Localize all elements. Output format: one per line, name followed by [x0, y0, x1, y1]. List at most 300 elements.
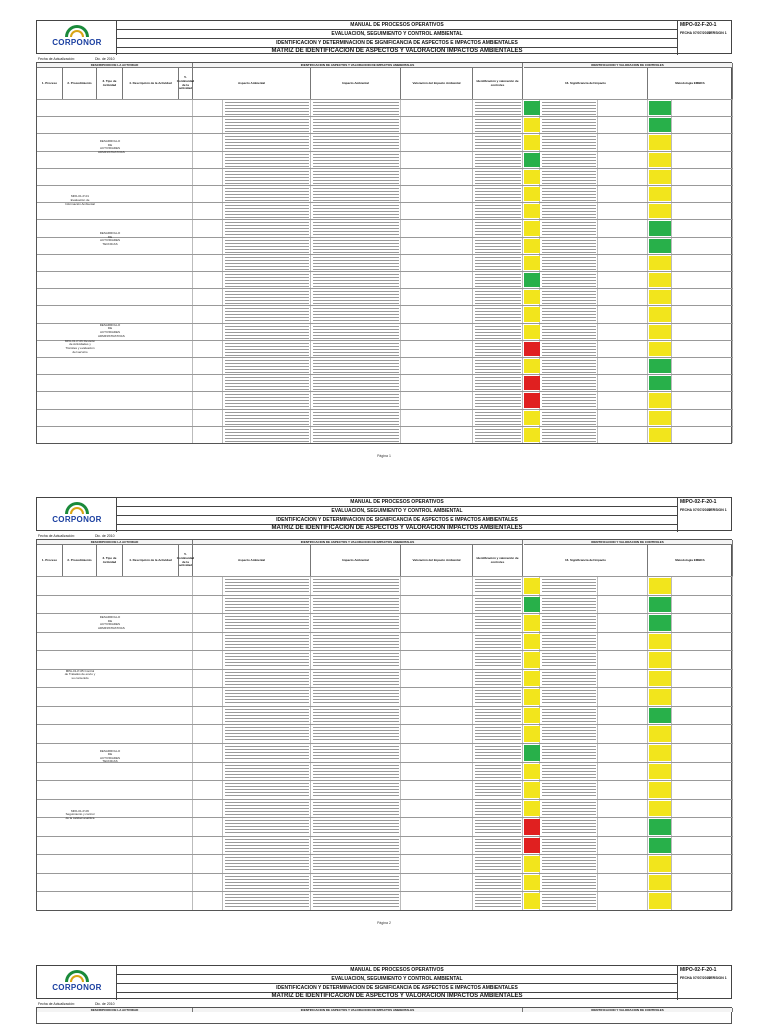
- table-cell: [179, 837, 193, 855]
- table-cell: [401, 186, 473, 202]
- table-cell: [401, 800, 473, 818]
- table-cell: [672, 855, 733, 873]
- table-cell: [672, 633, 733, 651]
- document-version: VERSION 1: [708, 976, 727, 980]
- table-cell: [672, 392, 733, 408]
- column-header: Valoración del Impacto Ambiental: [401, 67, 473, 99]
- significance-badge: [524, 135, 540, 149]
- cell-text: [542, 393, 596, 407]
- cell-text: [313, 856, 399, 872]
- acceptability-badge: [649, 764, 671, 780]
- cell-text: [475, 838, 521, 854]
- table-cell: [598, 324, 648, 340]
- cell-text: [542, 376, 596, 390]
- table-cell: [672, 220, 733, 236]
- acceptability-badge: [649, 597, 671, 613]
- table-cell: [598, 392, 648, 408]
- table-cell: [179, 117, 193, 133]
- table-cell: [401, 633, 473, 651]
- page-3: [36, 965, 732, 1024]
- cell-text: [542, 118, 596, 132]
- cell-text: [542, 671, 596, 687]
- cell-text: [225, 221, 309, 235]
- document-date: FECHA 07/07/2010: [680, 976, 711, 980]
- table-row: [37, 669, 733, 688]
- procedure-label: MPA-01-P-05 Control de Tratados de envío y su contenido: [64, 668, 96, 680]
- significance-badge: [524, 615, 540, 631]
- cell-text: [542, 342, 596, 356]
- table-cell: [598, 763, 648, 781]
- cell-text: [542, 634, 596, 650]
- table-cell: [598, 152, 648, 168]
- cell-text: [542, 856, 596, 872]
- cell-text: [225, 689, 309, 705]
- cell-text: [313, 893, 399, 909]
- cell-text: [475, 634, 521, 650]
- cell-text: [225, 101, 309, 115]
- acceptability-badge: [649, 239, 671, 253]
- logo-sun-icon: [70, 975, 84, 982]
- table-cell: [672, 577, 733, 595]
- table-cell: [193, 100, 223, 116]
- significance-badge: [524, 118, 540, 132]
- cell-text: [225, 782, 309, 798]
- cell-text: [313, 307, 399, 321]
- table-cell: [193, 169, 223, 185]
- table-cell: [193, 855, 223, 873]
- significance-badge: [524, 256, 540, 270]
- section-activity: DESCRIPCION DE LA ACTIVIDAD: [37, 540, 193, 544]
- table-cell: [672, 410, 733, 426]
- table-row: [37, 595, 733, 614]
- column-header: Identificación y valoración de controles: [473, 544, 523, 576]
- cell-text: [313, 187, 399, 201]
- cell-text: [542, 764, 596, 780]
- cell-text: [542, 307, 596, 321]
- table-cell: [598, 186, 648, 202]
- table-cell: [672, 134, 733, 150]
- cell-text: [475, 578, 521, 594]
- acceptability-badge: [649, 689, 671, 705]
- cell-text: [542, 101, 596, 115]
- cell-text: [225, 170, 309, 184]
- acceptability-badge: [649, 153, 671, 167]
- table-cell: [598, 614, 648, 632]
- cell-text: [225, 307, 309, 321]
- cell-text: [542, 204, 596, 218]
- table-cell: [672, 203, 733, 219]
- significance-badge: [524, 359, 540, 373]
- table-row: [37, 219, 733, 236]
- logo-sun-icon: [70, 30, 84, 37]
- cell-text: [225, 671, 309, 687]
- table-cell: [672, 324, 733, 340]
- column-header: 4. Descripción de la Actividad: [123, 67, 179, 99]
- column-header: 1. Proceso: [37, 544, 63, 576]
- column-header: 2. Procedimiento: [63, 544, 97, 576]
- update-date: Fecha de Actualización: Dic. de 2010: [38, 534, 115, 538]
- acceptability-badge: [649, 118, 671, 132]
- acceptability-badge: [649, 856, 671, 872]
- cell-text: [542, 273, 596, 287]
- table-cell: [401, 324, 473, 340]
- significance-badge: [524, 221, 540, 235]
- table-cell: [193, 744, 223, 762]
- acceptability-badge: [649, 782, 671, 798]
- acceptability-badge: [649, 875, 671, 891]
- cell-text: [475, 652, 521, 668]
- table-row: [37, 632, 733, 651]
- table-cell: [672, 744, 733, 762]
- table-cell: [193, 306, 223, 322]
- cell-text: [313, 118, 399, 132]
- table-cell: [179, 324, 193, 340]
- cell-text: [313, 819, 399, 835]
- table-cell: [672, 874, 733, 892]
- cell-text: [313, 652, 399, 668]
- table-cell: [598, 800, 648, 818]
- cell-text: [475, 239, 521, 253]
- acceptability-badge: [649, 187, 671, 201]
- cell-text: [313, 708, 399, 724]
- table-cell: [179, 596, 193, 614]
- column-header: Valoración del Impacto Ambiental: [401, 544, 473, 576]
- table-row: [37, 409, 733, 426]
- cell-text: [475, 325, 521, 339]
- table-cell: [401, 169, 473, 185]
- table-cell: [598, 837, 648, 855]
- cell-text: [225, 204, 309, 218]
- table-row: [37, 873, 733, 892]
- acceptability-badge: [649, 376, 671, 390]
- acceptability-badge: [649, 819, 671, 835]
- cell-text: [542, 615, 596, 631]
- page-1: [36, 20, 732, 460]
- cell-text: [542, 428, 596, 442]
- table-row: [37, 706, 733, 725]
- cell-text: [542, 411, 596, 425]
- column-header: 3. Tipo de Actividad: [97, 67, 123, 99]
- acceptability-badge: [649, 393, 671, 407]
- process-title: EVALUACION, SEGUIMIENTO Y CONTROL AMBIENTAL: [117, 975, 677, 984]
- document-code: MIPO-02-F-20-1: [680, 967, 717, 973]
- cell-text: [475, 615, 521, 631]
- update-date: Fecha de Actualización: Dic. de 2010: [38, 1002, 115, 1006]
- cell-text: [475, 307, 521, 321]
- document-code: MIPO-02-F-20-1: [680, 499, 717, 505]
- update-date: Fecha de Actualización: Dic. de 2010: [38, 57, 115, 61]
- acceptability-badge: [649, 578, 671, 594]
- cell-text: [475, 153, 521, 167]
- cell-text: [225, 325, 309, 339]
- page-number: Página 2: [377, 921, 391, 925]
- table-cell: [401, 306, 473, 322]
- cell-text: [542, 801, 596, 817]
- significance-badge: [524, 204, 540, 218]
- significance-badge: [524, 764, 540, 780]
- cell-text: [313, 875, 399, 891]
- table-cell: [179, 818, 193, 836]
- table-cell: [193, 410, 223, 426]
- table-cell: [193, 358, 223, 374]
- cell-text: [313, 671, 399, 687]
- table-cell: [193, 688, 223, 706]
- table-cell: [401, 203, 473, 219]
- cell-text: [225, 135, 309, 149]
- cell-text: [313, 578, 399, 594]
- table-row: [37, 168, 733, 185]
- document-version: VERSION 1: [708, 31, 727, 35]
- significance-badge: [524, 239, 540, 253]
- table-cell: [401, 134, 473, 150]
- cell-text: [475, 597, 521, 613]
- table-cell: [598, 358, 648, 374]
- acceptability-badge: [649, 893, 671, 909]
- cell-text: [313, 801, 399, 817]
- table-cell: [401, 375, 473, 391]
- table-cell: [672, 725, 733, 743]
- process-title: EVALUACION, SEGUIMIENTO Y CONTROL AMBIENTAL: [117, 507, 677, 516]
- table-row: [37, 687, 733, 706]
- table-cell: [672, 800, 733, 818]
- table-cell: [193, 874, 223, 892]
- acceptability-badge: [649, 135, 671, 149]
- acceptability-badge: [649, 101, 671, 115]
- table-cell: [672, 763, 733, 781]
- table-cell: [179, 725, 193, 743]
- logo-text: CORPONOR: [52, 515, 102, 524]
- cell-text: [225, 745, 309, 761]
- activity-type-label: DESARROLLO DE ACTIVIDADES TECNICAS: [99, 748, 121, 764]
- document-date: FECHA 07/07/2010: [680, 508, 711, 512]
- table-cell: [179, 781, 193, 799]
- cell-text: [313, 273, 399, 287]
- table-cell: [598, 596, 648, 614]
- table-cell: [401, 117, 473, 133]
- table-cell: [598, 306, 648, 322]
- procedure-title: IDENTIFICACION Y DETERMINACION DE SIGNIFICANCIA DE ASPECTOS E IMPACTOS AMBIENTALES: [117, 39, 677, 48]
- table-cell: [598, 874, 648, 892]
- cell-text: [225, 838, 309, 854]
- table-cell: [179, 410, 193, 426]
- table-cell: [598, 134, 648, 150]
- table-cell: [401, 670, 473, 688]
- cell-text: [475, 101, 521, 115]
- cell-text: [225, 764, 309, 780]
- acceptability-badge: [649, 307, 671, 321]
- column-header: 2. Procedimiento: [63, 67, 97, 99]
- activity-type-label: DESARROLLO DE ACTIVIDADES ADMINISTRATIVAS: [98, 615, 125, 630]
- document-header: [36, 497, 732, 531]
- table-row: [37, 202, 733, 219]
- cell-text: [313, 342, 399, 356]
- table-cell: [401, 289, 473, 305]
- table-row: [37, 799, 733, 818]
- table-cell: [193, 818, 223, 836]
- table-cell: [672, 892, 733, 910]
- acceptability-badge: [649, 671, 671, 687]
- significance-badge: [524, 187, 540, 201]
- table-row: [37, 254, 733, 271]
- table-cell: [179, 255, 193, 271]
- document-code: MIPO-02-F-20-1: [680, 22, 717, 28]
- table-cell: [598, 203, 648, 219]
- table-cell: [193, 892, 223, 910]
- manual-title: MANUAL DE PROCESOS OPERATIVOS: [117, 21, 677, 30]
- acceptability-badge: [649, 221, 671, 235]
- acceptability-badge: [649, 801, 671, 817]
- acceptability-badge: [649, 838, 671, 854]
- table-row: [37, 836, 733, 855]
- acceptability-badge: [649, 726, 671, 742]
- table-cell: [672, 306, 733, 322]
- acceptability-badge: [649, 708, 671, 724]
- table-cell: [598, 651, 648, 669]
- cell-text: [225, 376, 309, 390]
- table-cell: [598, 725, 648, 743]
- acceptability-badge: [649, 411, 671, 425]
- table-cell: [179, 289, 193, 305]
- table-row: [37, 613, 733, 632]
- table-cell: [672, 614, 733, 632]
- table-cell: [401, 892, 473, 910]
- table-cell: [193, 186, 223, 202]
- cell-text: [225, 273, 309, 287]
- table-row: [37, 271, 733, 288]
- cell-text: [225, 342, 309, 356]
- table-row: [37, 323, 733, 340]
- table-cell: [598, 670, 648, 688]
- acceptability-badge: [649, 170, 671, 184]
- table-cell: [193, 651, 223, 669]
- table-cell: [672, 255, 733, 271]
- significance-badge: [524, 342, 540, 356]
- table-cell: [179, 169, 193, 185]
- table-cell: [672, 117, 733, 133]
- table-cell: [598, 341, 648, 357]
- table-cell: [193, 633, 223, 651]
- table-cell: [179, 670, 193, 688]
- table-cell: [179, 707, 193, 725]
- table-cell: [598, 744, 648, 762]
- table-cell: [401, 707, 473, 725]
- cell-text: [225, 578, 309, 594]
- cell-text: [475, 856, 521, 872]
- cell-text: [225, 801, 309, 817]
- table-cell: [179, 238, 193, 254]
- table-cell: [598, 633, 648, 651]
- table-cell: [179, 392, 193, 408]
- table-cell: [193, 375, 223, 391]
- acceptability-badge: [649, 359, 671, 373]
- acceptability-badge: [649, 615, 671, 631]
- column-header: 1. Proceso: [37, 67, 63, 99]
- column-header: Metodología EMBRA: [648, 67, 733, 99]
- cell-text: [313, 153, 399, 167]
- table-cell: [672, 289, 733, 305]
- column-header: Aspecto Ambiental: [193, 544, 311, 576]
- cell-text: [225, 153, 309, 167]
- table-cell: [672, 358, 733, 374]
- significance-badge: [524, 307, 540, 321]
- cell-text: [475, 393, 521, 407]
- document-code-box: [677, 966, 733, 1000]
- table-cell: [193, 289, 223, 305]
- cell-text: [475, 428, 521, 442]
- table-cell: [193, 596, 223, 614]
- section-controls: IDENTIFICACION Y VALORACION DE CONTROLES: [523, 540, 733, 544]
- cell-text: [475, 290, 521, 304]
- cell-text: [542, 597, 596, 613]
- document-version: VERSION 1: [708, 508, 727, 512]
- cell-text: [542, 708, 596, 724]
- table-cell: [179, 272, 193, 288]
- table-cell: [598, 238, 648, 254]
- cell-text: [313, 838, 399, 854]
- table-cell: [179, 186, 193, 202]
- cell-text: [225, 893, 309, 909]
- table-cell: [401, 855, 473, 873]
- matrix-table: [36, 539, 732, 911]
- update-date-value: Dic. de 2010: [94, 1002, 115, 1006]
- cell-text: [475, 118, 521, 132]
- procedure-title: IDENTIFICACION Y DETERMINACION DE SIGNIFICANCIA DE ASPECTOS E IMPACTOS AMBIENTALES: [117, 984, 677, 993]
- cell-text: [225, 615, 309, 631]
- significance-badge: [524, 856, 540, 872]
- section-activity: DESCRIPCION DE LA ACTIVIDAD: [37, 63, 193, 67]
- significance-badge: [524, 634, 540, 650]
- table-row: [37, 391, 733, 408]
- cell-text: [313, 135, 399, 149]
- cell-text: [475, 764, 521, 780]
- cell-text: [225, 290, 309, 304]
- logo-sun-icon: [70, 507, 84, 514]
- page-number: Página 1: [377, 454, 391, 458]
- table-cell: [193, 255, 223, 271]
- table-cell: [672, 707, 733, 725]
- cell-text: [225, 239, 309, 253]
- matrix-table: [36, 1007, 732, 1024]
- update-date-value: Dic. de 2010: [94, 57, 115, 61]
- matrix-table: [36, 62, 732, 444]
- table-cell: [401, 152, 473, 168]
- significance-badge: [524, 782, 540, 798]
- table-row: [37, 724, 733, 743]
- table-cell: [401, 596, 473, 614]
- significance-badge: [524, 101, 540, 115]
- significance-badge: [524, 578, 540, 594]
- cell-text: [313, 597, 399, 613]
- significance-badge: [524, 652, 540, 668]
- table-cell: [598, 100, 648, 116]
- cell-text: [542, 153, 596, 167]
- table-row: [37, 340, 733, 357]
- cell-text: [542, 875, 596, 891]
- table-cell: [179, 427, 193, 443]
- cell-text: [475, 204, 521, 218]
- significance-badge: [524, 726, 540, 742]
- table-cell: [193, 324, 223, 340]
- cell-text: [313, 428, 399, 442]
- table-cell: [672, 427, 733, 443]
- corponor-logo: [37, 21, 117, 55]
- cell-text: [225, 819, 309, 835]
- table-row: [37, 237, 733, 254]
- cell-text: [225, 708, 309, 724]
- table-cell: [193, 341, 223, 357]
- cell-text: [542, 893, 596, 909]
- significance-badge: [524, 838, 540, 854]
